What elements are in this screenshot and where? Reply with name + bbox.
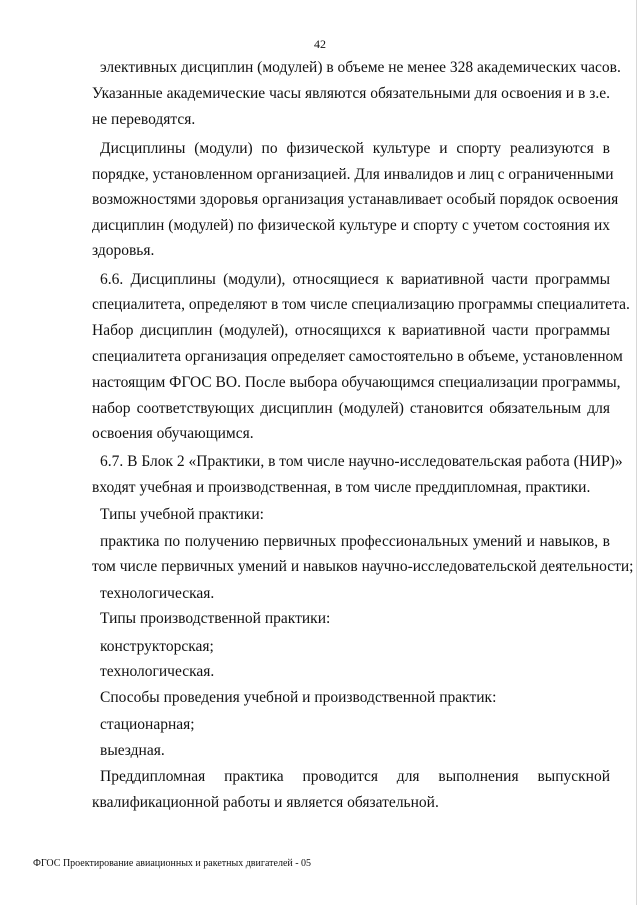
footer-text: ФГОС Проектирование авиационных и ракетных двигателей - 05 xyxy=(33,858,312,869)
text-line: Указанные академические часы являются обязательными для освоения и в з.е. xyxy=(92,85,610,102)
text-line: квалификационной работы и является обязательной. xyxy=(92,794,439,811)
text-line: настоящим ФГОС ВО. После выбора обучающимся специализации программы, xyxy=(92,374,621,391)
text-line: специалитета, определяют в том числе специализацию программы специалитета. xyxy=(92,296,630,313)
text-line: здоровья. xyxy=(92,242,155,259)
text-line: выездная. xyxy=(100,742,165,759)
text-line: порядке, установленном организацией. Для инвалидов и лиц с ограниченными xyxy=(92,166,614,183)
text-line: 6.7. В Блок 2 «Практики, в том числе научно-исследовательская работа (НИР)» xyxy=(100,453,623,470)
text-line: набор соответствующих дисциплин (модулей) становится обязательным для xyxy=(92,400,610,417)
text-line: конструкторская; xyxy=(100,638,214,655)
text-line: 6.6. Дисциплины (модули), относящиеся к вариативной части программы xyxy=(100,271,610,288)
text-line: Типы производственной практики: xyxy=(100,610,331,627)
text-line: Типы учебной практики: xyxy=(100,506,264,523)
text-line: Преддипломная практика проводится для выполнения выпускной xyxy=(100,768,610,785)
text-line: Набор дисциплин (модулей), относящихся к вариативной части программы xyxy=(92,322,610,339)
text-line: Дисциплины (модули) по физической культуре и спорту реализуются в xyxy=(100,140,610,157)
text-line: специалитета организация определяет самостоятельно в объеме, установленном xyxy=(92,348,623,365)
page-edge-line xyxy=(636,0,637,905)
text-line: Способы проведения учебной и производственной практик: xyxy=(100,689,497,706)
text-line: освоения обучающимся. xyxy=(92,425,254,442)
text-line: входят учебная и производственная, в том числе преддипломная, практики. xyxy=(92,479,591,496)
text-line: элективных дисциплин (модулей) в объеме не менее 328 академических часов. xyxy=(100,59,621,76)
text-line: возможностями здоровья организация устанавливает особый порядок освоения xyxy=(92,191,619,208)
text-line: том числе первичных умений и навыков научно-исследовательской деятельности; xyxy=(92,558,634,575)
text-line: технологическая. xyxy=(100,585,215,602)
text-line: дисциплин (модулей) по физической культуре и спорту с учетом состояния их xyxy=(92,217,610,234)
text-line: стационарная; xyxy=(100,716,195,733)
text-line: технологическая. xyxy=(100,663,215,680)
text-line: практика по получению первичных профессиональных умений и навыков, в xyxy=(100,533,610,550)
page-number: 42 xyxy=(314,37,326,51)
text-line: не переводятся. xyxy=(92,111,196,128)
